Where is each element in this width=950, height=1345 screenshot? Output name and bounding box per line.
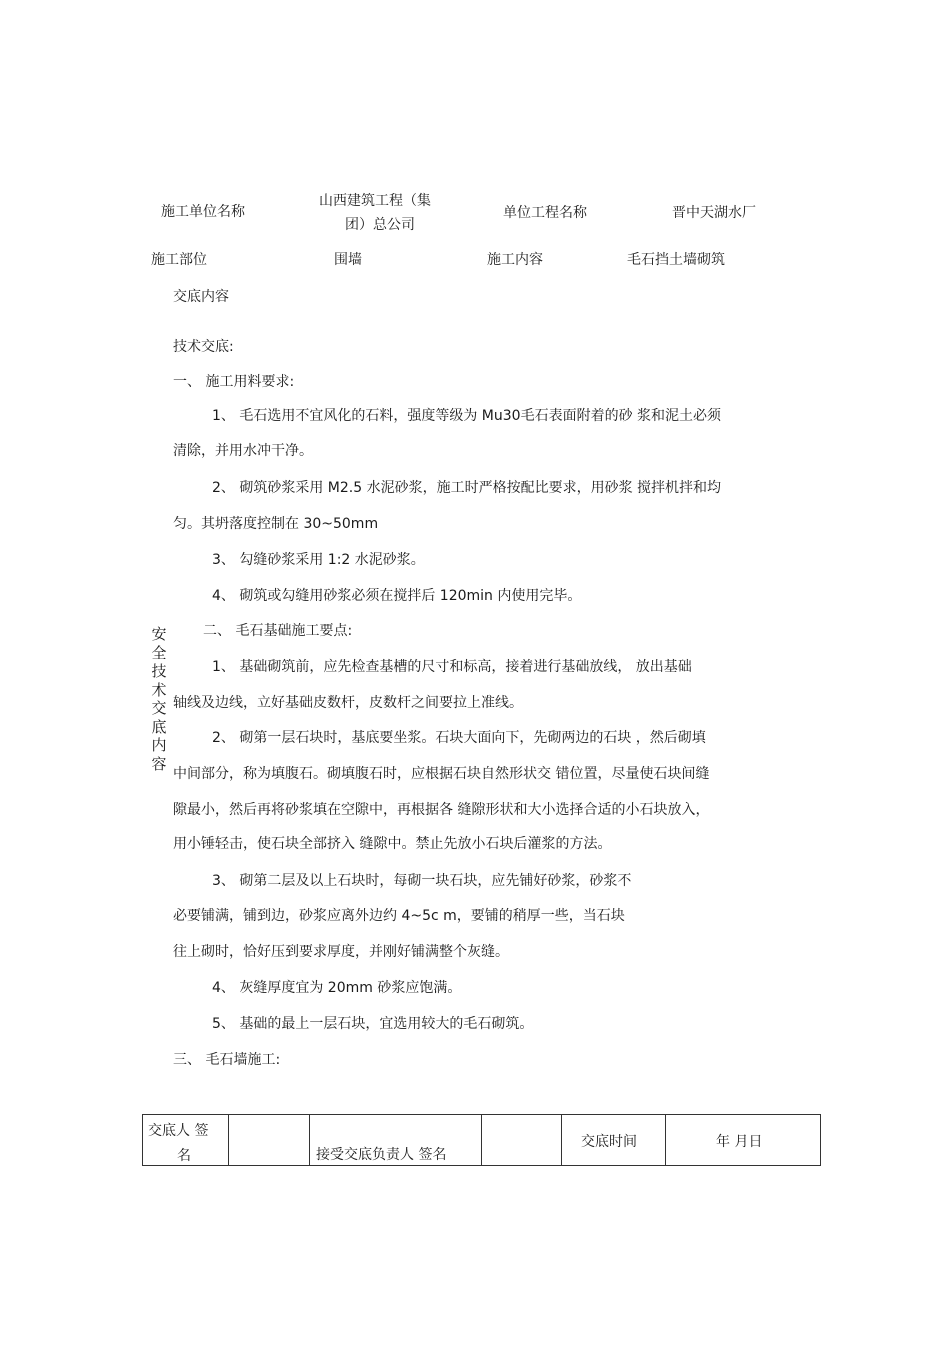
section-2-item-3-line-3: 往上砌时，恰好压到要求厚度，并刚好铺满整个灰缝。 — [173, 944, 509, 960]
receiver-label-cell — [310, 1115, 482, 1166]
construction-content-label: 施工内容 — [487, 252, 543, 268]
section-1-item-1-line-1: 1、 毛石选用不宜风化的石料，强度等级为 Mu30毛石表面附着的砂 浆和泥土必须 — [212, 408, 722, 424]
receiver-label: 接受交底负责人 签名 — [316, 1147, 447, 1163]
handover-person-label-cell — [143, 1115, 229, 1166]
handover-date-field[interactable] — [666, 1115, 821, 1166]
section-2-item-1-line-1: 1、 基础砌筑前，应先检查基槽的尺寸和标高，接着进行基础放线， 放出基础 — [212, 659, 692, 675]
construction-unit-label: 施工单位名称 — [161, 204, 245, 220]
section-2-item-1-line-2: 轴线及边线，立好基础皮数杆，皮数杆之间要拉上准线。 — [173, 695, 523, 711]
section-2-item-2-line-1: 2、 砌第一层石块时，基底要坐浆。石块大面向下，先砌两边的石块 ，然后砌填 — [212, 730, 706, 746]
construction-unit-value-line2: 团）总公司 — [345, 217, 415, 233]
section-1-heading: 一、 施工用料要求: — [173, 374, 295, 390]
construction-content-value: 毛石挡土墙砌筑 — [627, 252, 725, 268]
section-1-item-4: 4、 砌筑或勾缝用砂浆必须在搅拌后 120min 内使用完毕。 — [212, 588, 582, 604]
section-2-item-3-line-2: 必要铺满，铺到边，砂浆应离外边约 4~5c m，要铺的稍厚一些，当石块 — [173, 908, 625, 924]
section-1-item-2-line-1: 2、 砌筑砂浆采用 M2.5 水泥砂浆，施工时严格按配比要求，用砂浆 搅拌机拌和均 — [212, 480, 722, 496]
section-2-item-3-line-1: 3、 砌第二层及以上石块时，每砌一块石块，应先铺好砂浆，砂浆不 — [212, 873, 632, 889]
section-1-item-3: 3、 勾缝砂浆采用 1:2 水泥砂浆。 — [212, 552, 425, 568]
section-2-item-2-line-3: 隙最小，然后再将砂浆填在空隙中，再根据各 缝隙形状和大小选择合适的小石块放入， — [173, 802, 710, 818]
section-2-item-5: 5、 基础的最上一层石块，宜选用较大的毛石砌筑。 — [212, 1016, 534, 1032]
section-1-item-1-line-2: 清除，并用水冲干净。 — [173, 443, 313, 459]
disclosure-content-label: 交底内容 — [173, 289, 229, 305]
section-2-item-2-line-4: 用小锤轻击，使石块全部挤入 缝隙中。禁止先放小石块后灌浆的方法。 — [173, 836, 612, 852]
section-1-item-2-line-2: 匀。其坍落度控制在 30~50mm — [173, 516, 379, 532]
section-3-heading: 三、 毛石墙施工: — [173, 1052, 281, 1068]
handover-person-label-line2: 名 — [177, 1148, 191, 1164]
handover-time-label: 交底时间 — [581, 1134, 637, 1150]
receiver-signature-field[interactable] — [482, 1115, 562, 1166]
section-2-heading: 二、 毛石基础施工要点: — [203, 623, 353, 639]
project-name-label: 单位工程名称 — [503, 205, 587, 221]
handover-person-label-line1: 交底人 签 — [148, 1123, 209, 1139]
handover-person-signature-field[interactable] — [229, 1115, 310, 1166]
safety-disclosure-vertical-label: 安全技术交底内容 — [151, 625, 167, 773]
handover-time-label-cell — [562, 1115, 666, 1166]
signature-table — [142, 1114, 821, 1166]
section-2-item-2-line-2: 中间部分，称为填腹石。砌填腹石时，应根据石块自然形状交 错位置，尽量使石块间缝 — [173, 766, 710, 782]
section-2-item-4: 4、 灰缝厚度宜为 20mm 砂浆应饱满。 — [212, 980, 462, 996]
handover-date-value: 年 月日 — [716, 1134, 763, 1150]
project-name-value: 晋中天湖水厂 — [672, 205, 756, 221]
construction-part-value: 围墙 — [334, 252, 362, 268]
construction-unit-value-line1: 山西建筑工程（集 — [319, 193, 431, 209]
construction-part-label: 施工部位 — [151, 252, 207, 268]
technical-disclosure-title: 技术交底: — [173, 339, 234, 355]
